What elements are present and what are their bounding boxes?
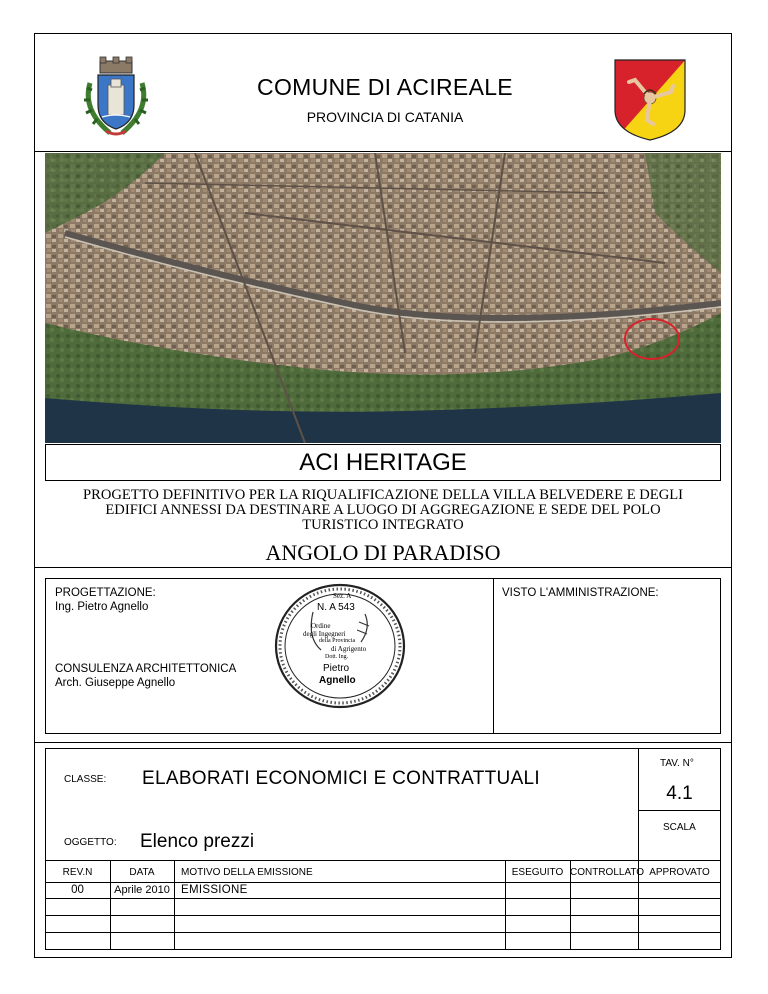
- revtable-header: ESEGUITO: [511, 867, 564, 878]
- stamp-line: della Provincia: [319, 638, 356, 644]
- stamp-first: Pietro: [323, 663, 350, 674]
- stamp-number: N. A 543: [317, 602, 355, 613]
- description-line: EDIFICI ANNESSI DA DESTINARE A LUOGO DI AGGREGAZIONE E SEDE DEL POLO: [105, 502, 661, 518]
- engineer-stamp-icon: [273, 582, 407, 710]
- stamp-line: di Agrigento: [331, 645, 367, 653]
- revtable-row-line: [45, 915, 721, 916]
- oggetto-label: OGGETTO:: [64, 837, 117, 848]
- revtable-header: CONTROLLATO: [570, 867, 645, 878]
- revtable-cell-motivo: EMISSIONE: [181, 884, 248, 896]
- stamp-line: degli Ingegneri: [303, 630, 346, 638]
- stamp-line: Ordine: [311, 622, 331, 630]
- stamp-last: Agnello: [319, 675, 356, 686]
- tav-label: TAV. N°: [660, 758, 694, 769]
- revtable-top: [45, 860, 721, 861]
- revtable-cell-rev: 00: [71, 884, 84, 896]
- consulenza-label: CONSULENZA ARCHITETTONICA: [55, 663, 237, 675]
- revtable-header: MOTIVO DELLA EMISSIONE: [181, 867, 313, 878]
- revtable-row-line: [45, 932, 721, 933]
- provincia-subtitle: PROVINCIA DI CATANIA: [306, 109, 464, 125]
- credits-divider: [34, 567, 732, 568]
- header-divider: [34, 151, 732, 152]
- stamp-sez: Sez. A: [333, 592, 352, 600]
- visto-label: VISTO L'AMMINISTRAZIONE:: [502, 587, 659, 599]
- description-line: TURISTICO INTEGRATO: [302, 517, 464, 533]
- sicily-trinacria-flag-icon: [613, 58, 687, 142]
- tav-scala-divider: [638, 810, 721, 811]
- classe-label: CLASSE:: [64, 774, 107, 785]
- description-line: PROGETTO DEFINITIVO PER LA RIQUALIFICAZIONE DELLA VILLA BELVEDERE E DEGLI: [82, 487, 684, 503]
- revtable-row-line: [45, 898, 721, 899]
- oggetto-value: Elenco prezzi: [140, 831, 255, 852]
- tav-value: 4.1: [666, 783, 693, 804]
- progettazione-label: PROGETTAZIONE:: [55, 587, 156, 599]
- revtable-header: REV.N: [62, 867, 93, 878]
- revtable-row-line: [45, 882, 721, 883]
- revtable-header: APPROVATO: [649, 867, 710, 878]
- aerial-photo: [45, 153, 721, 443]
- revtable-header: DATA: [129, 867, 155, 878]
- classe-value: ELABORATI ECONOMICI E CONTRATTUALI: [142, 768, 540, 789]
- revtable-col-line: [174, 860, 175, 950]
- comune-title: COMUNE DI ACIREALE: [257, 74, 513, 100]
- scala-label: SCALA: [663, 822, 696, 833]
- revtable-cell-data: Aprile 2010: [114, 884, 170, 896]
- progettazione-name: Ing. Pietro Agnello: [55, 601, 149, 613]
- project-subtitle: ANGOLO DI PARADISO: [265, 540, 501, 565]
- acireale-coat-of-arms-icon: [80, 55, 152, 140]
- project-description: [50, 488, 716, 533]
- credits-split: [493, 578, 494, 734]
- consulenza-name: Arch. Giuseppe Agnello: [55, 677, 176, 689]
- project-name: ACI HERITAGE: [45, 444, 721, 481]
- titleblock-divider: [34, 742, 732, 743]
- stamp-dott: Dott. Ing.: [325, 654, 349, 660]
